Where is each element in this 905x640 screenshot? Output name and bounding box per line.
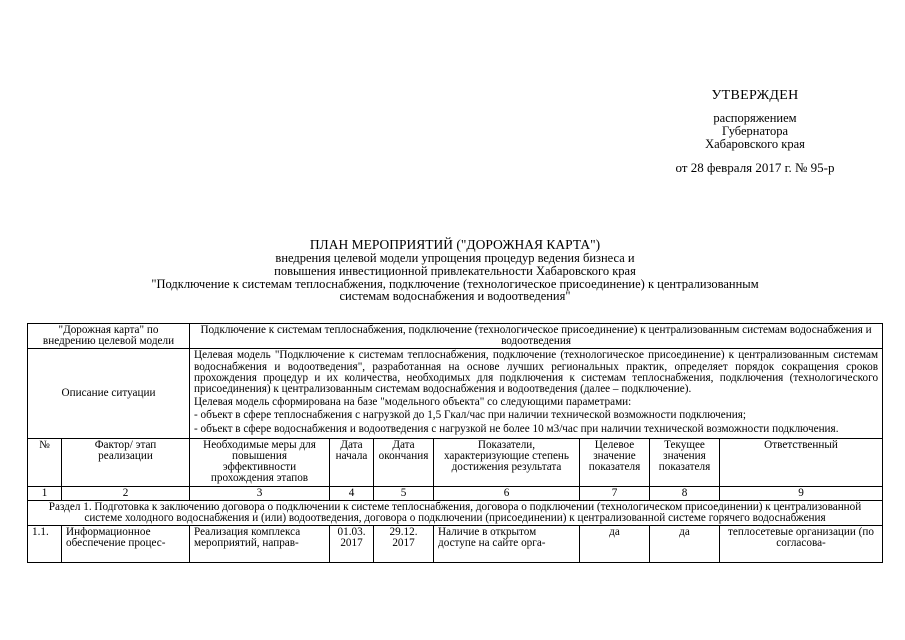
approval-stamp xyxy=(640,88,870,176)
column-number: 9 xyxy=(720,486,883,500)
row-number: 1.1. xyxy=(28,526,62,563)
approval-line-1: распоряжением xyxy=(713,111,797,125)
situation-paragraph-1: Целевая модель "Подключение к системам теплоснабжения, подключение (технологическое присоединение) к централизованным системам водоснабжения и водоотведения", разработанная на основе лучших региональных практик, определяет порядок сокращения сроков прохождения процедур и их количества, необходимых для подключения к системам теплоснабжения, подключения (технологического присоединения) к централизованным системам водоснабжения и водоотведения (далее – подключение). xyxy=(194,349,879,396)
row-current-value: да xyxy=(650,526,720,563)
plan-title: ПЛАН МЕРОПРИЯТИЙ ("ДОРОЖНАЯ КАРТА") xyxy=(309,237,601,252)
header-target-value: Целевое значение показателя xyxy=(580,438,650,486)
header-factor: Фактор/ этап реализации xyxy=(62,438,190,486)
approval-date: от 28 февраля 2017 г. № 95-р xyxy=(675,160,835,175)
situation-description-cell xyxy=(190,349,883,438)
plan-subtitle-4: системам водоснабжения и водоотведения" xyxy=(339,289,571,304)
row-start-date: 01.03. 2017 xyxy=(330,526,374,563)
plan-subtitle-1: внедрения целевой модели упрощения процедур ведения бизнеса и xyxy=(275,251,635,265)
column-number-row xyxy=(28,486,883,500)
column-number: 6 xyxy=(434,486,580,500)
header-responsible: Ответственный xyxy=(720,438,883,486)
section-row xyxy=(28,500,883,525)
header-current-value: Текущее значения показателя xyxy=(650,438,720,486)
approval-title: УТВЕРЖДЕН xyxy=(711,88,799,103)
table-row xyxy=(28,526,883,563)
column-number: 7 xyxy=(580,486,650,500)
approval-line-3: Хабаровского края xyxy=(705,137,805,151)
roadmap-value-cell: Подключение к системам теплоснабжения, подключение (технологическое присоединение) к централизованным системам водоснабжения и водоотведения xyxy=(190,324,883,349)
column-number: 1 xyxy=(28,486,62,500)
situation-row xyxy=(28,349,883,438)
column-header-row xyxy=(28,438,883,486)
header-number: № xyxy=(28,438,62,486)
plan-subtitle-3: "Подключение к системам теплоснабжения, подключение (технологическое присоединение) к централизованным xyxy=(151,276,759,291)
header-start-date: Дата начала xyxy=(330,438,374,486)
header-measures: Необходимые меры для повышения эффективности прохождения этапов xyxy=(190,438,330,486)
row-end-date: 29.12. 2017 xyxy=(374,526,434,563)
row-responsible: теплосетевые организации (по согласова- xyxy=(720,526,883,563)
roadmap-row xyxy=(28,324,883,349)
column-number: 5 xyxy=(374,486,434,500)
column-number: 2 xyxy=(62,486,190,500)
situation-label-cell: Описание ситуации xyxy=(28,349,190,438)
header-end-date: Дата окончания xyxy=(374,438,434,486)
row-measures: Реализация комплекса мероприятий, направ- xyxy=(190,526,330,563)
header-indicators: Показатели, характеризующие степень достижения результата xyxy=(434,438,580,486)
situation-paragraph-2: Целевая модель сформирована на базе "модельного объекта" со следующими параметрами: xyxy=(194,396,632,409)
plan-heading xyxy=(60,238,850,303)
roadmap-table xyxy=(27,323,883,563)
plan-subtitle-2: повышения инвестиционной привлекательности Хабаровского края xyxy=(274,263,636,278)
situation-paragraph-4: - объект в сфере водоснабжения и водоотведения с нагрузкой не более 10 м3/час при наличии технической возможности подключения. xyxy=(194,422,839,435)
row-target-value: да xyxy=(580,526,650,563)
column-number: 4 xyxy=(330,486,374,500)
situation-paragraph-3: - объект в сфере теплоснабжения с нагрузкой до 1,5 Гкал/час при наличии технической возможности подключения; xyxy=(194,409,746,422)
column-number: 3 xyxy=(190,486,330,500)
column-number: 8 xyxy=(650,486,720,500)
roadmap-label-cell: "Дорожная карта" по внедрению целевой модели xyxy=(28,324,190,349)
section-1-heading: Раздел 1. Подготовка к заключению договора о подключении к системе теплоснабжения, договора о подключении (технологическом присоединении) к централизованной системе холодного водоснабжения и (или) водоотведения, договора о подключении (присоединении) к централизованной системе горячего водоснабжения xyxy=(28,500,883,525)
row-factor: Информационное обеспечение процес- xyxy=(62,526,190,563)
row-indicator: Наличие в открытом доступе на сайте орга- xyxy=(434,526,580,563)
approval-line-2: Губернатора xyxy=(721,124,789,138)
